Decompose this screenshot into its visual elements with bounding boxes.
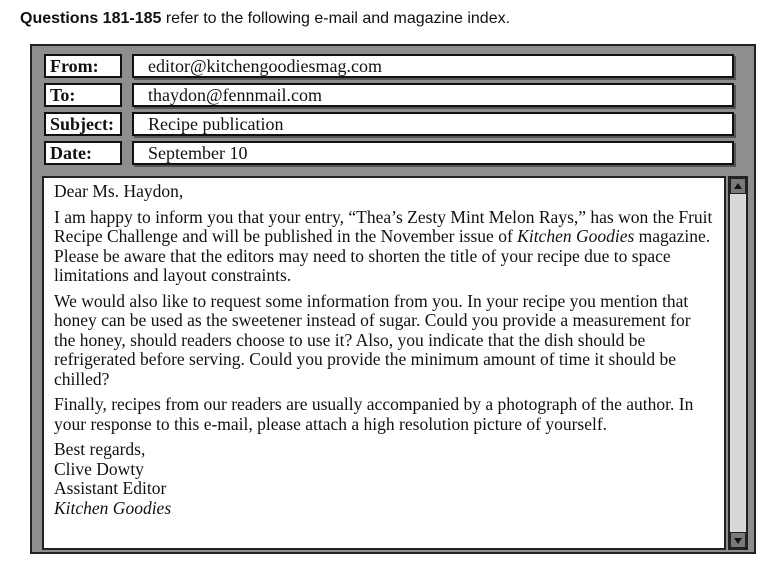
arrow-up-icon[interactable] <box>730 178 746 194</box>
arrow-down-icon[interactable] <box>730 532 746 548</box>
subject-label: Subject: <box>44 112 122 136</box>
paragraph-1-end: magazine. Please be aware that the editors may need to shorten the title of your recipe due to space limitations and layout constraints. <box>54 226 711 285</box>
paragraph-3: Finally, recipes from our readers are usually accompanied by a photograph of the author. In your response to this e-mail, please attach a high resolution picture of yourself. <box>54 394 694 434</box>
closing: Best regards, <box>54 439 146 459</box>
subject-field[interactable]: Recipe publication <box>132 112 734 136</box>
signature-name: Clive Dowty <box>54 458 144 479</box>
date-field[interactable]: September 10 <box>132 141 734 165</box>
signature-company-text: Kitchen Goodies <box>54 497 172 518</box>
to-field[interactable]: thaydon@fennmail.com <box>132 83 734 107</box>
salutation: Dear Ms. Haydon, <box>54 181 184 201</box>
vertical-scrollbar[interactable] <box>728 176 748 550</box>
from-field[interactable]: editor@kitchengoodiesmag.com <box>132 54 734 78</box>
paragraph-1-start: I am happy to inform you that your entry, “Thea’s Zesty Mint Melon Rays,” has won the Fruit Recipe Challenge and will be published in the November issue of <box>54 206 713 246</box>
email-body[interactable] <box>42 176 726 550</box>
from-label: From: <box>44 54 122 78</box>
instruction-bold: Questions 181-185 <box>20 10 162 27</box>
magazine-name: Kitchen Goodies <box>517 226 635 246</box>
date-label: Date: <box>44 141 122 165</box>
to-label: To: <box>44 83 122 107</box>
instruction-line <box>20 10 510 28</box>
instruction-rest: refer to the following e-mail and magazine index. <box>161 10 511 27</box>
email-window <box>30 44 756 554</box>
paragraph-1 <box>54 208 714 286</box>
signature-company <box>54 499 714 519</box>
signature-title: Assistant Editor <box>54 478 167 498</box>
paragraph-2: We would also like to request some information from you. In your recipe you mention that honey can be used as the sweetener instead of sugar. Could you provide a measurement for the honey, should readers choose to use it? Also, you indicate that the dish should be refrigerated before serving. Could you provide the minimum amount of time it should be chilled? <box>54 290 691 389</box>
